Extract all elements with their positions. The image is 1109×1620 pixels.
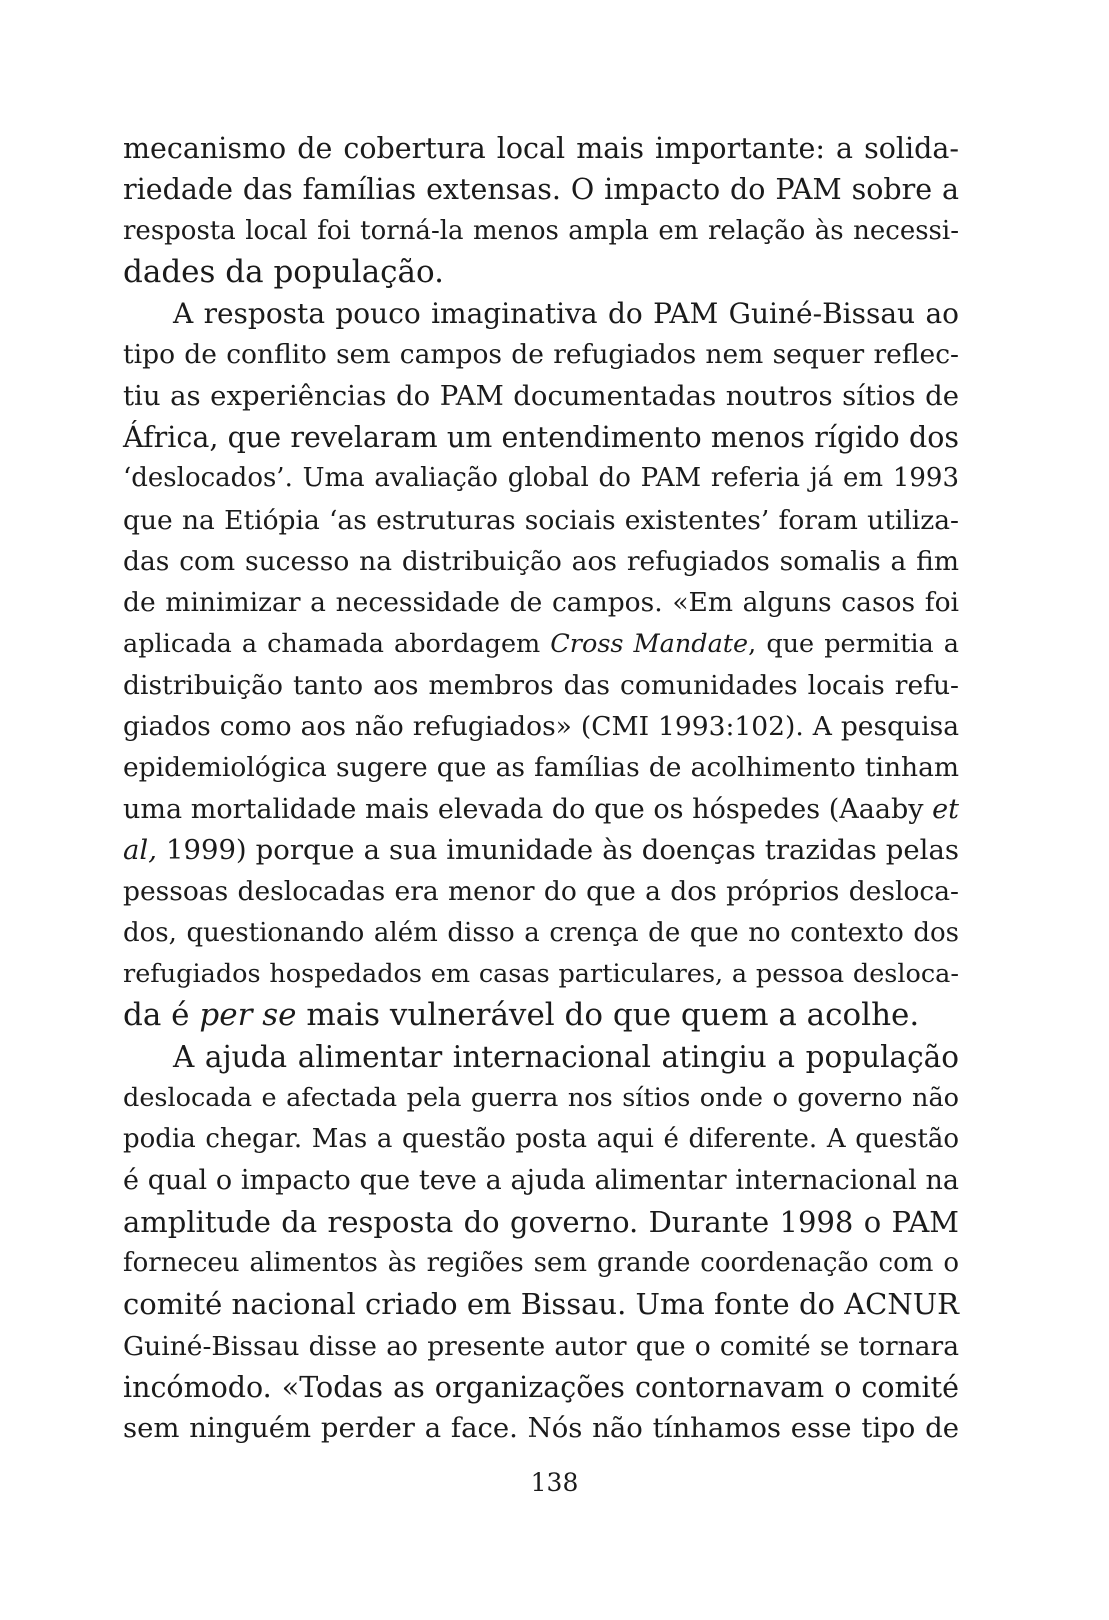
italic-term: al, — [123, 834, 157, 867]
text-line: deslocada e afectada pela guerra nos sítios onde o governo não — [123, 1082, 959, 1113]
text-line: que na Etiópia ‘as estruturas sociais existentes’ foram utiliza- — [123, 504, 959, 536]
text-segment: 1999) porque a sua imunidade às doenças trazidas pelas — [156, 834, 959, 867]
text-line: tipo de conflito sem campos de refugiados nem sequer reflec- — [123, 339, 959, 371]
text-line — [123, 830, 959, 871]
page-number: 138 — [530, 1468, 579, 1497]
text-line: refugiados hospedados em casas particulares, a pessoa desloca- — [123, 958, 959, 989]
text-line: resposta local foi torná-la menos ampla em relação às necessi- — [123, 215, 959, 246]
text-line: África, que revelaram um entendimento menos rígido dos — [123, 421, 959, 455]
italic-term: per se — [199, 997, 297, 1034]
text-line: ‘deslocados’. Uma avaliação global do PAM referia já em 1993 — [123, 463, 959, 494]
text-line: dades da população. — [123, 253, 444, 290]
text-line: distribuição tanto aos membros das comunidades locais refu- — [123, 669, 959, 701]
text-line: amplitude da resposta do governo. Durante 1998 o PAM — [123, 1204, 959, 1239]
text-segment: , que permitia a — [748, 628, 960, 659]
text-line: tiu as experiências do PAM documentadas noutros sítios de — [123, 379, 959, 412]
text-line: pessoas deslocadas era menor do que a dos próprios desloca- — [123, 876, 959, 908]
text-line: de minimizar a necessidade de campos. «Em alguns casos foi — [123, 587, 959, 619]
italic-term: et — [932, 793, 959, 825]
text-line: sem ninguém perder a face. Nós não tínhamos esse tipo de — [123, 1412, 959, 1445]
text-line: dos, questionando além disso a crença de que no contexto dos — [123, 917, 959, 948]
text-line: é qual o impacto que teve a ajuda alimentar internacional na — [123, 1165, 959, 1197]
text-line — [123, 624, 959, 665]
text-line: forneceu alimentos às regiões sem grande coordenação com o — [123, 1248, 959, 1279]
text-line: incómodo. «Todas as organizações contornavam o comité — [123, 1370, 959, 1404]
text-segment: mais vulnerável do que quem a acolhe. — [296, 997, 920, 1034]
text-line: mecanismo de cobertura local mais importante: a solida- — [123, 132, 959, 165]
text-line: podia chegar. Mas a questão posta aqui é diferente. A questão — [123, 1124, 959, 1155]
text-line: das com sucesso na distribuição aos refugiados somalis a fim — [123, 545, 959, 577]
text-line: Guiné-Bissau disse ao presente autor que o comité se tornara — [123, 1330, 959, 1362]
text-line: comité nacional criado em Bissau. Uma fonte do ACNUR — [123, 1287, 959, 1322]
text-segment: da é — [123, 997, 200, 1034]
text-segment: uma mortalidade mais elevada do que os hóspedes (Aaaby — [123, 793, 933, 825]
text-line — [123, 789, 959, 830]
italic-term: Cross Mandate — [550, 628, 749, 659]
body-text — [123, 128, 959, 1450]
text-line: giados como aos não refugiados» (CMI 1993:102). A pesquisa — [123, 711, 959, 743]
text-line: A ajuda alimentar internacional atingiu a população — [173, 1039, 959, 1074]
text-line: A resposta pouco imaginativa do PAM Guiné-Bissau ao — [173, 297, 959, 331]
text-line: riedade das famílias extensas. O impacto do PAM sobre a — [123, 173, 959, 207]
text-line — [123, 995, 959, 1036]
text-segment: aplicada a chamada abordagem — [123, 628, 551, 659]
text-line: epidemiológica sugere que as famílias de acolhimento tinham — [123, 752, 959, 784]
